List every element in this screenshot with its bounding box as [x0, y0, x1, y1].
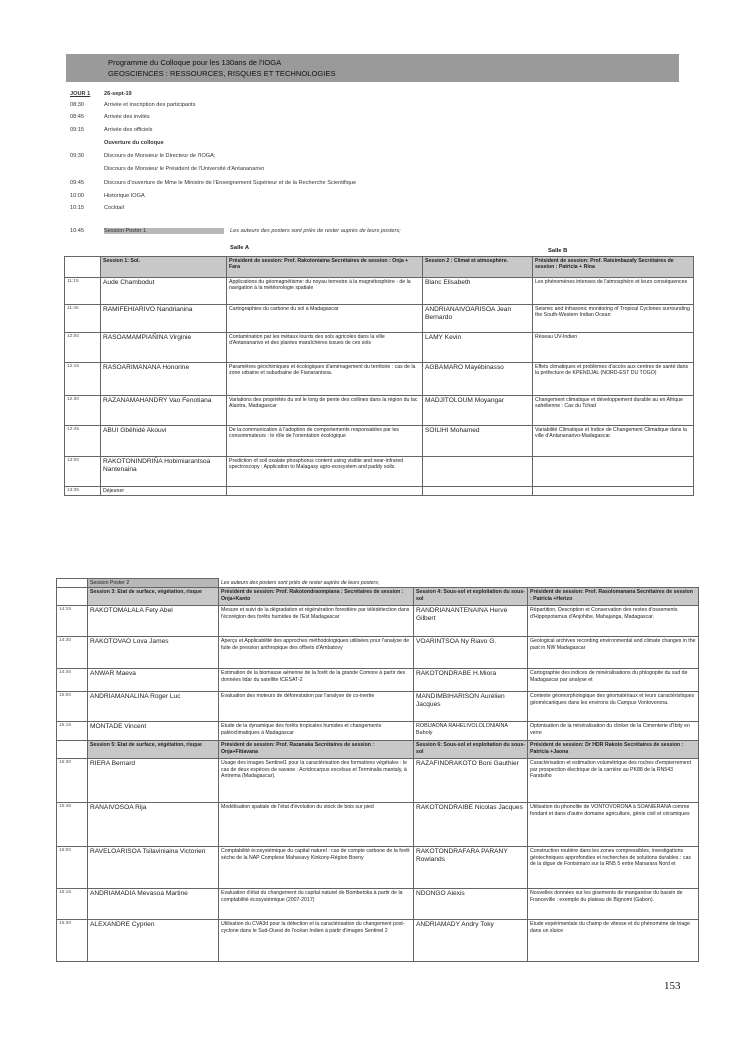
- salle-a-label: Salle A: [230, 245, 250, 251]
- banner-title: Programme du Colloque pour les 130ans de l'IOGA: [108, 58, 282, 67]
- table2-header-2: [57, 741, 699, 759]
- session2-president: Président de session: Prof. Ratsimbazafy Secrétaires de session : Patricia + Rina: [533, 257, 694, 278]
- poster2-row: [57, 579, 699, 588]
- schedule-item: 08:45 Arrivée des invités: [70, 114, 150, 120]
- salle-b-label: Salle B: [548, 248, 568, 254]
- table-row: 15:00 ANDRIAMANALINA Roger Luc Evaluation des moteurs de déforestation par l'analyse de co-inertie MANDIMBIHARISON Aurélien Jacques Contexte géomorphologique des géomatériaux et leurs caractéristiques géomécaniques dans les environs du Campus Vontovorona.: [57, 692, 699, 722]
- table-row: 15:30 RIERA Bernard Usage des images Sentinel1 pour la caractérisation des formations végétales : le cas de deux espèces de savane : Acridocarpus excelsus et Terminalia mantaly, à Antrema (Madagascar). RAZAFINDRAKOTO Boni Gauthier Caractérisation et estimation volumétrique des roches d'empierrement par prospection électrique de la carrière au PK88 de la RN543 Faratsiho: [57, 759, 699, 803]
- poster-session-1: 10:45 Session Poster 1: [70, 228, 224, 234]
- banner-subtitle: GEOSCIENCES : RESSOURCES, RISQUES ET TECHNOLOGIES: [108, 69, 336, 78]
- schedule-item: 09:45 Discours d'ouverture de Mme le Ministre de l'Enseignement Supérieur et de la Recherche Scientifique: [70, 180, 357, 186]
- session1-title: Session 1: Sol.: [101, 257, 227, 278]
- table-row: 14:45 ANWAR Maeva Estimation de la biomasse aérienne de la forêt de la grande Comore à partir des données lidar du satellite ICESAT-2 RAKOTONDRABE H.Miora Cartographie des indices de minéralisations du phlogopite du sud de Madagascar par analyse et: [57, 669, 699, 692]
- table1-header: [65, 257, 694, 278]
- table-row: 16:15 ANDRIAMADIA Mevasoa Martine Evaluation d'état du changement du capital naturel de Bombetoka à partir de la comptabilité écosystémique (2007-2017) NDONGO Alexis Nouvelles données sur les gisements de manganèse du bassin de Franceville : exemple du plateau de Bignomi (Gabon).: [57, 889, 699, 920]
- day-header: [70, 91, 132, 97]
- schedule-item: 10:15 Cocktail: [70, 205, 124, 211]
- page-number: 153: [664, 980, 681, 992]
- session5-president: Président de session: Prof. Razanaka Secrétaires de session : Onja+Fitiavana: [219, 741, 414, 759]
- table-row: 13:00 RAKOTONINDRIÑA Hobimiarantsoa Nantenaina Prediction of soil oxalate phosphorus content using visible and near-infrared spectroscopy : Application to Malagasy agro-ecosystem and paddy soils.: [65, 457, 694, 487]
- session-table-2: [56, 578, 699, 962]
- table-row: 15:15 MONTADE Vincent Etude de la dynamique des forêts tropicales humides et changements paléoclimatiques à Madagascar ROBIJAONA RAHELIVOLOLONIAINA Baholy Optimisation de la minéralisation du clinker de la Cimenterie d'Ibity en verre: [57, 722, 699, 741]
- schedule-item: Ouverture du colloque: [104, 140, 164, 146]
- lunch-row: 13:35 Déjeuner: [65, 487, 694, 496]
- poster2-label: Session Poster 2: [88, 579, 219, 588]
- table-row: 11:15 Aude Chambodut Applications du géomagnétisme: du noyau terrestre à la magnétosphère - de la navigation à la météorologie spatiale Blanc Elisabeth Les phénomènes intenses de l'atmosphère et leurs conséquences: [65, 278, 694, 305]
- table-row: 14:30 RAKOTOVAO Lova James Aperçu et Applicabilité des approches méthodologiques utilisées pour l'analyse de fuite de pression anthropique des offsets d'Ambatovy VOARINTSOA Ny Riavo G. Geological archives recording environmental and climate changes in the past in NW Madagascar: [57, 637, 699, 669]
- session2-title: Session 2 : Climat et atmosphère.: [423, 257, 533, 278]
- lunch-label: Déjeuner: [101, 487, 227, 496]
- table2-header-1: [57, 588, 699, 606]
- schedule-item: Discours de Monsieur le Président de l'Université d'Antananarivo: [104, 166, 265, 172]
- program-banner: [66, 54, 679, 82]
- session4-president: Président de session: Prof. Rasolomanana Secrétaires de session : Patricia +Herizo: [528, 588, 699, 606]
- schedule-item: 09:30 Discours de Monsieur le Directeur de l'IOGA;: [70, 153, 216, 159]
- session6-president: Président de session: Dr HDR Rakoto Secrétaires de session : Patricia +Jaona: [528, 741, 699, 759]
- schedule-item: 08:30 Arrivée et inscription des participants: [70, 102, 196, 108]
- session5-title: Session 5: Etat de surface, végétation, risque: [88, 741, 219, 759]
- schedule-item: 09:15 Arrivée des officiels: [70, 127, 153, 133]
- table-row: 16:00 RAVELOARISOA Tsilaviniaina Victorien Comptabilité écosystémique du capital naturel : cas de compte carbone de la forêt sèche de la NAP Complexe Mahavavy Kinkony-Région Boeny RAKOTONDRAFARA PARANY Rowlands Construction routière dans les zones compressibles, investigations géotechniques approfondies et recherches de solutions durables : cas de la digue de Fontsimaro sur la RN5 5 entre Manarara Nord et: [57, 847, 699, 889]
- session3-title: Session 3: Etat de surface, végétation, risque: [88, 588, 219, 606]
- poster2-note: Les auteurs des posters sont priés de rester auprès de leurs posters;: [219, 579, 699, 588]
- table-row: 16:30 ALEXANDRE Cyprien Utilisation du CVA3d pour la détection et la caractérisation du changement post-cyclone dans le Sud-Ouest de l'océan Indien à partir d'images Sentinel 2 ANDRIAMADY Andry Toky Etude expérimentale du champ de vitesse et du phénomène de triage dans un sluice: [57, 920, 699, 962]
- table-row: 14:15 RAKOTOMALALA Fety Abel Mesure et suivi de la dégradation et régénération forestière par télédétection dans l'écorégion des forêts humides de l'Est Madagascar RANDRIANANTENAINA Hervé Gilbert Répartition, Description et Conservation des restes d'ossements d'Hippopotamus d'Anjohibe, Mahajanga, Madagascar.: [57, 606, 699, 637]
- session6-title: Session 6: Sous-sol et exploitation du sous-sol: [414, 741, 528, 759]
- table-row: 12:00 RASOAMAMPIAÑINA Virginie Contamination par les métaux lourds des sols agricoles dans la ville d'Antananarivo et des plantes maraîchères issues de ces sols LAMY Kevin Réseau UV-Indien: [65, 333, 694, 363]
- session4-title: Session 4: Sous-sol et exploitation du sous-sol: [414, 588, 528, 606]
- day-date: 26-sept-19: [104, 91, 132, 97]
- table-row: 12:45 ABUI Gbêhidé Akouvi De la communication à l'adoption de comportements responsables par les consommateurs : le rôle de l'orientation écologique SOILIHI Mohamed Variabilité Climatique et Indice de Changement Climatique dans la ville d'Antananarivo-Madagascar: [65, 426, 694, 457]
- table-row: 12:15 RASOARIMANANA Honorine Paramètres géochimiques et écologiques d'aménagement du territoire : cas de la zone urbaine et suburbaine de Fianarantsoa. AGBAMARO Mayébinasso Effets climatiques et problèmes d'accès aux centres de santé dans la préfecture de KPENDJAL (NORD-EST DU TOGO): [65, 363, 694, 396]
- session-table-1: [64, 256, 694, 496]
- table-row: 11:45 RAMIFEHIARIVO Nandrianina Cartographies du carbone du sol à Madagascar ANDRIANAIVOARISOA Jean Bernardo Seismic and Infrasonic monitoring of Tropical Cyclones surrounding the South-Western Indian Ocean: [65, 305, 694, 333]
- poster1-label: Session Poster 1: [104, 228, 224, 234]
- poster1-note: Les auteurs des posters sont priés de rester auprès de leurs posters;: [230, 228, 401, 234]
- day-label: JOUR 1: [70, 91, 91, 97]
- session3-president: Président de session: Prof. Rakotondraompiana ; Secrétaires de session : Onja+Kanto: [219, 588, 414, 606]
- schedule-item: 10:00 Historique IOGA: [70, 193, 145, 199]
- table-row: 12:30 RAZANAMAHANDRY Vao Fenotiana Variations des propriétés du sol le long de pente des collines dans la région du lac Alaotra, Madagascar MADJITOLOUM Moyangar Changement climatique et développement durable au en Afrique sahélienne : Cas du Tchad: [65, 396, 694, 426]
- session1-president: Président de session: Prof. Rakotoniaina Secrétaires de session : Onja + Fara: [227, 257, 423, 278]
- table-row: 15:45 RANAIVOSOA Rija Modélisation spatiale de l'état d'évolution du stock de bois sur pied RAKOTONDRAIBE Nicolas Jacques Utilisation du phonolite de VONTOVORONA à SOANIERANA comme fondant et dans d'autre domaine agriculture, génie civil et céramiques: [57, 803, 699, 847]
